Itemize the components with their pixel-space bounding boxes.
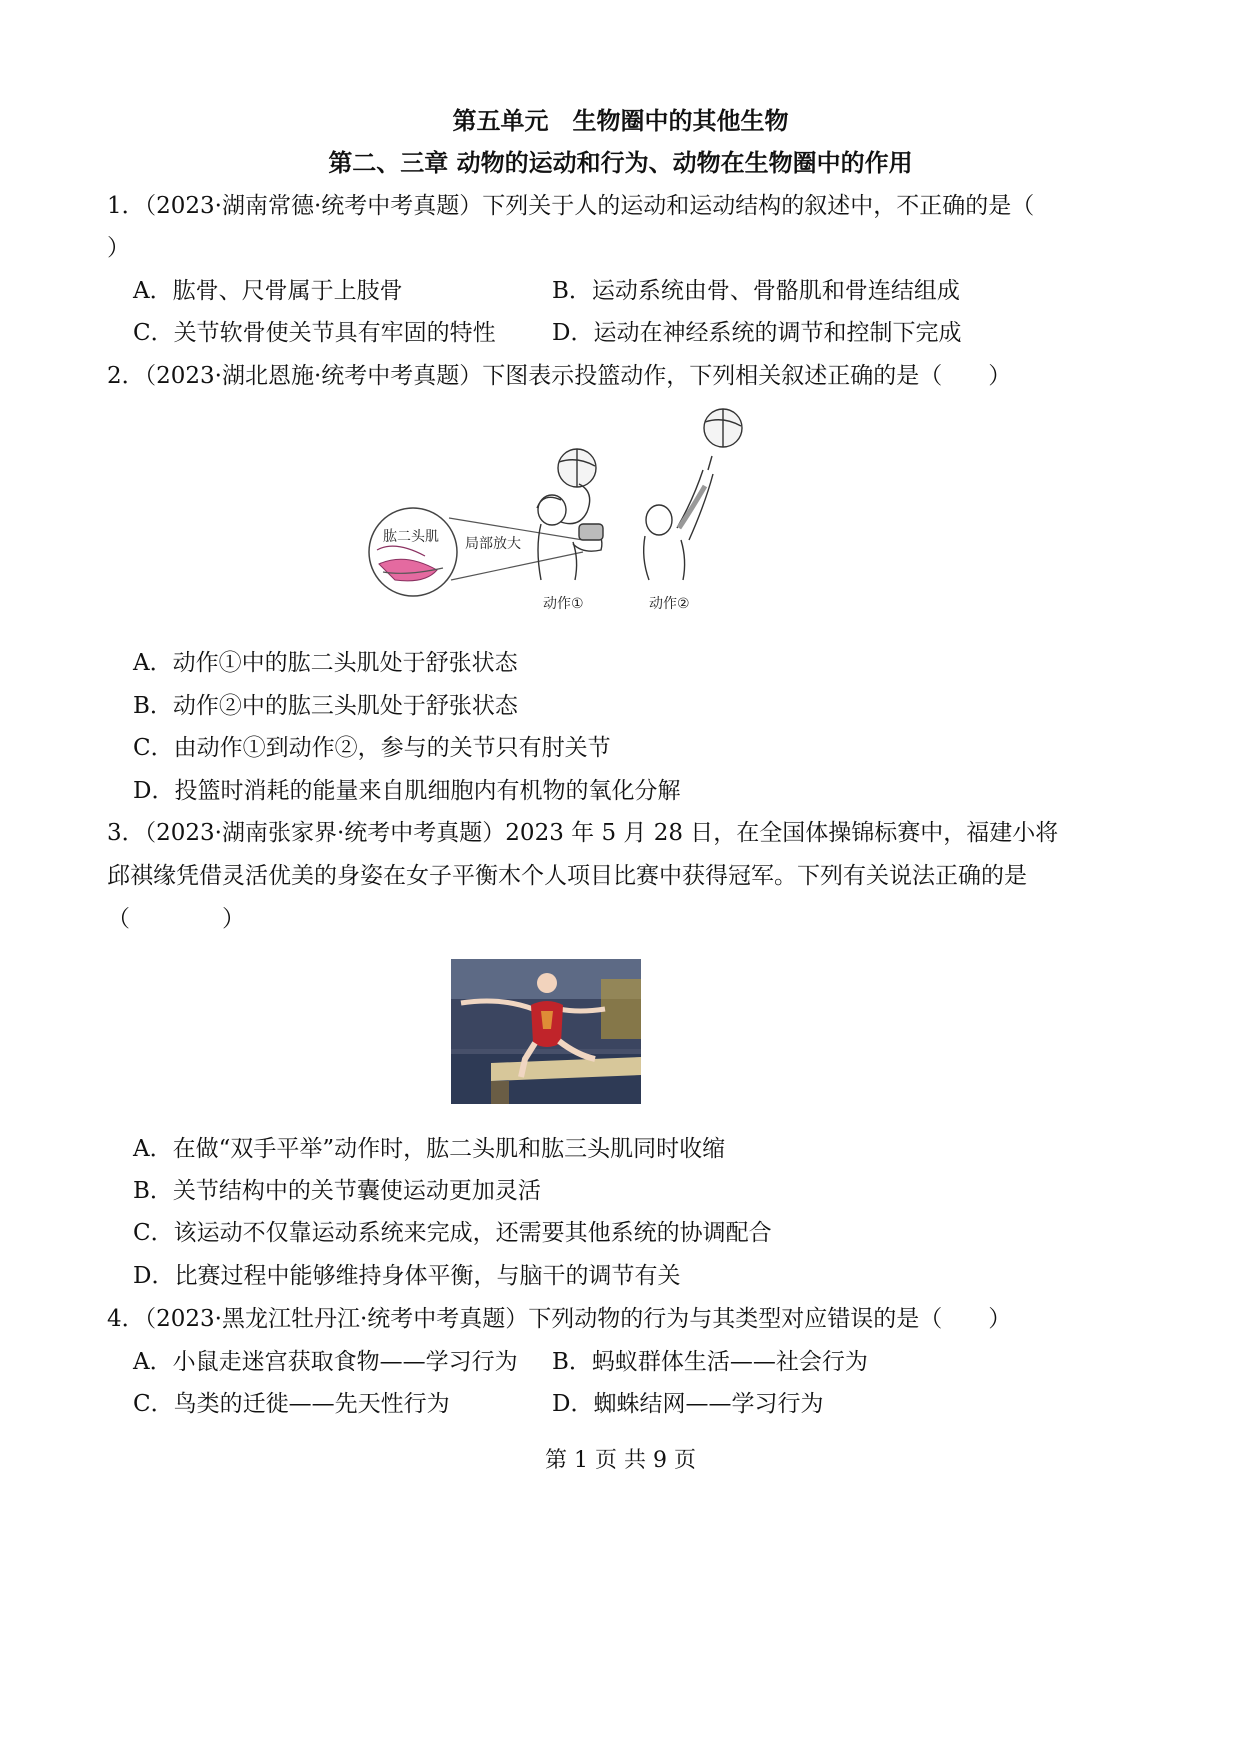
question-3-stem: [107, 818, 1058, 848]
question-1-stem: [107, 191, 1034, 221]
question-1-option-b: B．运动系统由骨、骨骼肌和骨连结组成: [552, 278, 960, 304]
question-4-option-a: A．小鼠走迷宫获取食物——学习行为: [133, 1349, 518, 1375]
question-4-stem: [107, 1304, 1011, 1334]
action-1-label: 动作①: [543, 596, 584, 612]
question-text: （2023·湖南常德·统考中考真题）下列关于人的运动和运动结构的叙述中，不正确的是（: [144, 193, 1035, 219]
question-number: 1．: [107, 193, 145, 219]
question-3-answer-blank: （ ）: [107, 906, 245, 932]
question-number: 3．: [107, 820, 145, 846]
question-3-stem-cont: 邱祺缘凭借灵活优美的身姿在女子平衡木个人项目比赛中获得冠军。下列有关说法正确的是: [107, 863, 1027, 889]
question-1-stem-cont: ）: [107, 235, 130, 261]
question-2-option-a: A．动作①中的肱二头肌处于舒张状态: [133, 650, 518, 676]
zoom-circle: [369, 508, 457, 596]
question-1-option-d: D．运动在神经系统的调节和控制下完成: [552, 320, 962, 346]
question-4-option-d: D．蜘蛛结网——学习行为: [552, 1391, 824, 1417]
player-action-1: [537, 449, 603, 580]
question-3-option-d: D．比赛过程中能够维持身体平衡，与脑干的调节有关: [133, 1263, 681, 1289]
player-action-2: [644, 409, 742, 580]
question-text: （2023·黑龙江牡丹江·统考中考真题）下列动物的行为与其类型对应错误的是（ ）: [144, 1306, 1012, 1332]
chapter-title: 第二、三章 动物的运动和行为、动物在生物圈中的作用: [328, 149, 913, 177]
question-3-option-c: C．该运动不仅靠运动系统来完成，还需要其他系统的协调配合: [133, 1220, 772, 1246]
question-2-stem: [107, 361, 1011, 391]
action-2-label: 动作②: [649, 596, 690, 612]
question-2-option-b: B．动作②中的肱三头肌处于舒张状态: [133, 693, 518, 719]
question-number: 2．: [107, 363, 145, 389]
page-number: 第 1 页 共 9 页: [545, 1448, 696, 1473]
question-4-option-c: C．鸟类的迁徙——先天性行为: [133, 1391, 450, 1417]
question-text: （2023·湖南张家界·统考中考真题）2023 年 5 月 28 日，在全国体操锦标赛中，福建小将: [144, 820, 1059, 846]
question-1-option-a: A．肱骨、尺骨属于上肢骨: [133, 278, 403, 304]
zoom-label: 局部放大: [465, 536, 521, 552]
muscle-label: 肱二头肌: [383, 529, 439, 545]
question-text: （2023·湖北恩施·统考中考真题）下图表示投篮动作，下列相关叙述正确的是（ ）: [144, 363, 1012, 389]
question-2-option-d: D．投篮时消耗的能量来自肌细胞内有机物的氧化分解: [133, 778, 681, 804]
basketball-shot-figure: [365, 400, 765, 622]
zoom-line-bottom: [451, 552, 583, 580]
question-4-option-b: B．蚂蚁群体生活——社会行为: [552, 1349, 868, 1375]
question-3-option-a: A．在做“双手平举”动作时，肱二头肌和肱三头肌同时收缩: [133, 1136, 726, 1162]
unit-title: 第五单元 生物圈中的其他生物: [452, 107, 789, 135]
gymnast-photo: [451, 959, 641, 1104]
question-1-option-c: C．关节软骨使关节具有牢固的特性: [133, 320, 496, 346]
question-3-option-b: B．关节结构中的关节囊使运动更加灵活: [133, 1178, 541, 1204]
question-number: 4．: [107, 1306, 145, 1332]
question-2-option-c: C．由动作①到动作②，参与的关节只有肘关节: [133, 735, 611, 761]
